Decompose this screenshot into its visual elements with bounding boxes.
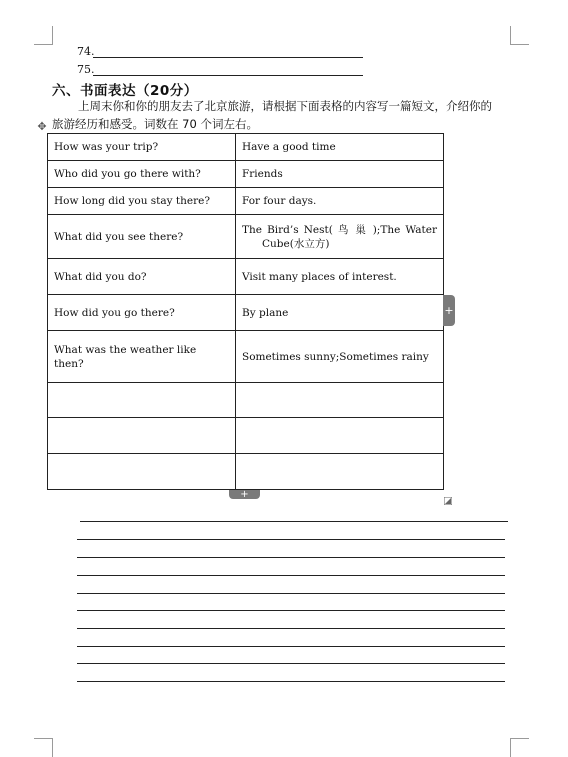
resize-icon[interactable] bbox=[444, 490, 452, 498]
answer-cell[interactable] bbox=[236, 454, 444, 490]
add-row-button[interactable] bbox=[229, 490, 260, 499]
answer-cell-line-1: The Bird’s Nest( 鸟 巢 );The Water bbox=[242, 223, 437, 236]
answer-line-74 bbox=[77, 45, 95, 59]
answer-cell[interactable]: By plane bbox=[236, 295, 444, 331]
writing-line[interactable] bbox=[77, 681, 505, 682]
question-cell[interactable]: How did you go there? bbox=[48, 295, 236, 331]
writing-line[interactable] bbox=[77, 628, 505, 629]
answer-blank[interactable] bbox=[93, 57, 363, 58]
plus-icon: + bbox=[240, 489, 249, 500]
answer-cell[interactable] bbox=[236, 383, 444, 418]
section-title: 六、书面表达（20分） bbox=[52, 83, 198, 99]
instruction-line-1: 上周末你和你的朋友去了北京旅游，请根据下面表格的内容写一篇短文，介绍你的 bbox=[78, 99, 492, 113]
crop-mark-bottom-left bbox=[34, 738, 53, 757]
plus-icon: + bbox=[444, 304, 454, 317]
instruction-line-2: 旅游经历和感受。词数在 70 个词左右。 bbox=[52, 117, 258, 131]
answer-cell[interactable]: Sometimes sunny;Sometimes rainy bbox=[236, 331, 444, 383]
table-row bbox=[48, 215, 444, 259]
table-row bbox=[48, 418, 444, 454]
answer-cell[interactable]: Friends bbox=[236, 161, 444, 188]
answer-line-75 bbox=[77, 63, 95, 77]
table-row bbox=[48, 295, 444, 331]
info-table bbox=[47, 133, 444, 490]
crop-mark-top-right bbox=[510, 26, 529, 45]
table-row bbox=[48, 259, 444, 295]
answer-cell-line-2: Cube(水立方) bbox=[262, 237, 330, 250]
answer-cell[interactable]: Visit many places of interest. bbox=[236, 259, 444, 295]
resize-icon-glyph bbox=[444, 497, 452, 505]
writing-line[interactable] bbox=[77, 610, 505, 611]
answer-number: 75. bbox=[77, 63, 95, 76]
writing-line[interactable] bbox=[80, 521, 508, 522]
answer-number: 74. bbox=[77, 45, 95, 58]
answer-cell[interactable] bbox=[236, 215, 444, 259]
table-row bbox=[48, 188, 444, 215]
writing-line[interactable] bbox=[77, 593, 505, 594]
writing-line[interactable] bbox=[77, 539, 505, 540]
table-row bbox=[48, 331, 444, 383]
question-cell[interactable]: What did you do? bbox=[48, 259, 236, 295]
question-cell[interactable] bbox=[48, 383, 236, 418]
add-column-button[interactable] bbox=[443, 295, 455, 326]
answer-blank[interactable] bbox=[93, 75, 363, 76]
question-cell[interactable]: How was your trip? bbox=[48, 134, 236, 161]
table-row bbox=[48, 161, 444, 188]
question-cell[interactable]: Who did you go there with? bbox=[48, 161, 236, 188]
crop-mark-bottom-right bbox=[510, 738, 529, 757]
question-cell[interactable] bbox=[48, 418, 236, 454]
writing-line[interactable] bbox=[77, 646, 505, 647]
writing-line[interactable] bbox=[77, 557, 505, 558]
writing-line[interactable] bbox=[77, 575, 505, 576]
writing-line[interactable] bbox=[77, 663, 505, 664]
question-cell[interactable] bbox=[48, 454, 236, 490]
table-row bbox=[48, 134, 444, 161]
answer-cell[interactable]: Have a good time bbox=[236, 134, 444, 161]
crop-mark-top-left bbox=[34, 26, 53, 45]
table-row bbox=[48, 383, 444, 418]
question-cell[interactable]: What was the weather like then? bbox=[48, 331, 236, 383]
section-instruction bbox=[52, 97, 514, 133]
question-cell[interactable]: What did you see there? bbox=[48, 215, 236, 259]
answer-cell[interactable] bbox=[236, 418, 444, 454]
question-cell[interactable]: How long did you stay there? bbox=[48, 188, 236, 215]
table-row bbox=[48, 454, 444, 490]
answer-cell[interactable]: For four days. bbox=[236, 188, 444, 215]
move-icon[interactable]: ✥ bbox=[37, 120, 47, 133]
